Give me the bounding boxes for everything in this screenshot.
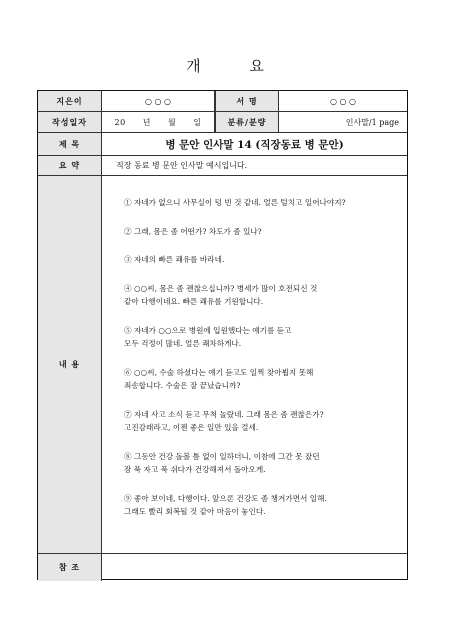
content-item	[124, 408, 397, 435]
content-line: ⑨ 좋아 보이네, 다행이다. 앞으론 건강도 좀 챙겨가면서 일해.	[124, 493, 327, 503]
content-item	[124, 366, 397, 393]
summary-row	[38, 156, 407, 176]
content-item	[124, 282, 397, 309]
sign-label: 서 명	[215, 91, 279, 111]
subject-row	[38, 133, 407, 156]
content-item	[124, 196, 397, 209]
content-line: ③ 자네의 빠른 쾌유를 바라네.	[124, 255, 225, 265]
content-line: 같아 다행이네요. 빠른 쾌유를 기원합니다.	[124, 297, 264, 307]
page-title: 개 요	[186, 57, 286, 75]
content-line: ⑥ ○○씨, 수술 하셨다는 얘기 듣고도 일찍 찾아뵙지 못해	[124, 367, 314, 377]
content-line: ⑤ 자네가 ○○으로 병원에 입원했다는 얘기를 듣고	[124, 325, 292, 335]
date-label: 작성일자	[38, 112, 102, 132]
subject-value: 병 문안 인사말 14 (직장동료 병 문안)	[165, 138, 344, 151]
date-row	[38, 112, 407, 133]
author-label: 지은이	[38, 91, 102, 111]
content-label: 내 용	[38, 176, 102, 553]
content-line: ④ ○○씨, 몸은 좀 괜찮으십니까? 병세가 많이 호전되신 것	[124, 283, 318, 293]
content-item	[124, 225, 397, 238]
category-value: 인사말/1 page	[345, 117, 399, 127]
content-line: ⑦ 자네 사고 소식 듣고 무척 놀랐네. 그래 몸은 좀 괜찮은가?	[124, 409, 324, 419]
content-line: 죄송합니다. 수술은 잘 끝났습니까?	[124, 381, 241, 391]
subject-label: 제 목	[38, 133, 102, 155]
summary-value: 직장 동료 병 문안 인사말 예시입니다.	[116, 161, 248, 170]
content-item	[124, 492, 397, 519]
date-value: 20 년 월 일	[102, 112, 215, 132]
content-line: 고진감래라고, 이젠 좋은 일만 있을 걸세.	[124, 423, 259, 433]
content-line: ① 자네가 없으니 사무실이 텅 빈 것 같네. 얼른 털치고 일어나야지?	[124, 198, 346, 207]
content-item	[124, 324, 397, 351]
content-line: 잠 푹 자고 푹 쉬다가 건강해져서 돌아오게.	[124, 465, 266, 475]
overview-table	[37, 90, 408, 580]
reference-value	[102, 554, 407, 581]
category-label: 분류/분량	[215, 112, 279, 132]
content-line: ⑧ 그동안 건강 돌볼 틈 없이 일하더니, 이참에 그간 못 잤던	[124, 451, 320, 461]
author-row	[38, 91, 407, 112]
content-list	[102, 176, 407, 553]
content-row	[38, 176, 407, 554]
content-item	[124, 450, 397, 477]
reference-label: 참 조	[38, 554, 102, 581]
content-line: ② 그래, 몸은 좀 어떤가? 차도가 좀 있나?	[124, 226, 262, 236]
content-line: 모두 걱정이 많네. 얼른 쾌차하게나.	[124, 339, 242, 349]
content-item	[124, 253, 397, 266]
reference-row	[38, 554, 407, 581]
sign-value: ○ ○ ○	[329, 96, 357, 106]
author-value: ○ ○ ○	[102, 91, 215, 111]
content-line: 그래도 빨리 회복될 것 같아 마음이 놓인다.	[124, 507, 266, 517]
summary-label: 요 약	[38, 156, 102, 175]
